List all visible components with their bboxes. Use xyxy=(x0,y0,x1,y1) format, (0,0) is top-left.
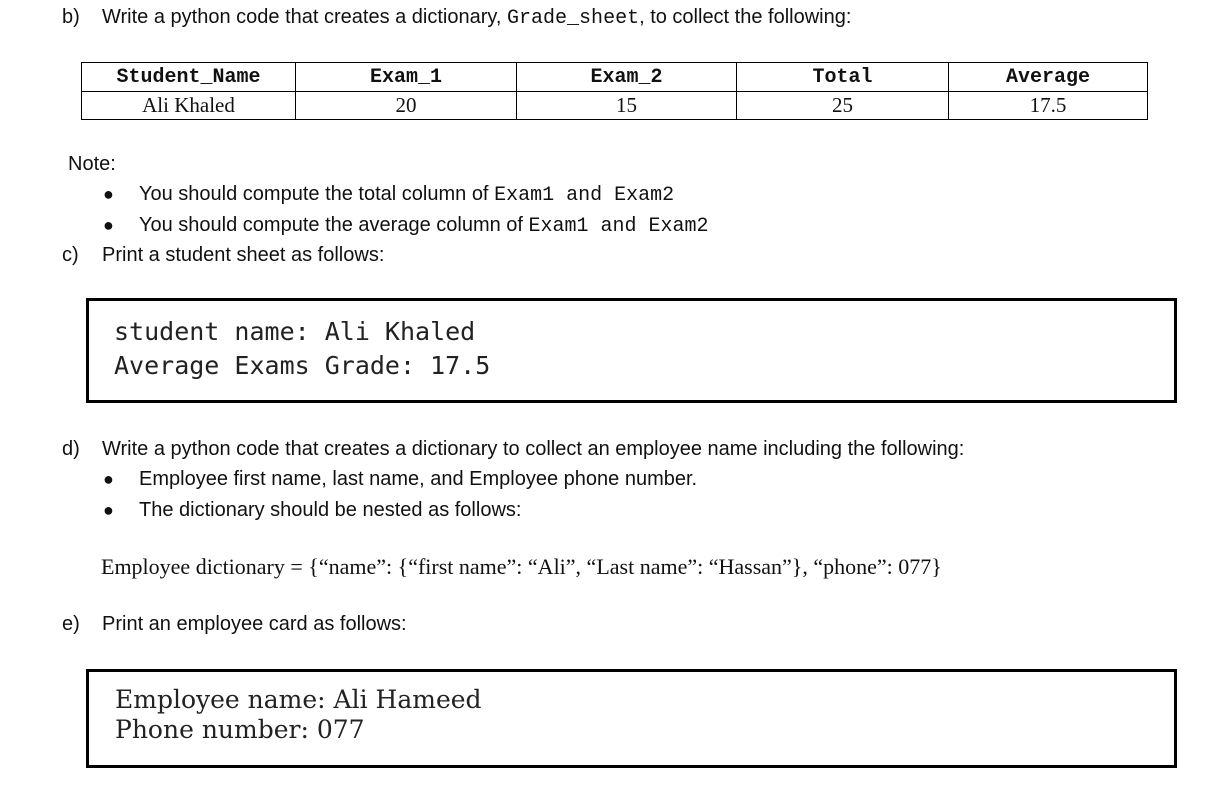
section-b-code-name: Grade_sheet xyxy=(507,7,640,30)
section-d-bullet xyxy=(103,499,521,522)
section-b-text: Write a python code that creates a dictionary, xyxy=(102,6,502,28)
output-line: Average Exams Grade: 17.5 xyxy=(114,351,491,380)
table-header-row xyxy=(82,63,1148,92)
section-d-bullet-text: The dictionary should be nested as follows: xyxy=(139,499,522,521)
note-bullet-code: Exam1 and Exam2 xyxy=(494,184,675,207)
section-c-heading xyxy=(62,244,384,267)
section-b-label: b) xyxy=(62,6,80,28)
table-header-cell: Exam_2 xyxy=(517,63,737,92)
employee-card-output xyxy=(115,685,482,745)
note-bullet xyxy=(103,183,674,207)
bullet-dot-icon: ● xyxy=(103,215,114,235)
section-b-heading xyxy=(62,6,851,30)
student-sheet-output-box xyxy=(86,298,1177,403)
table-cell: 17.5 xyxy=(949,92,1148,120)
employee-card-output-box xyxy=(86,669,1177,768)
section-c-label: c) xyxy=(62,244,79,266)
output-line: Phone number: 077 xyxy=(115,715,365,744)
section-d-bullet xyxy=(103,468,697,491)
section-e-heading xyxy=(62,613,407,636)
grade-sheet-table xyxy=(81,62,1148,120)
bullet-dot-icon: ● xyxy=(103,469,114,489)
output-line: Employee name: Ali Hameed xyxy=(115,685,482,714)
bullet-dot-icon: ● xyxy=(103,184,114,204)
note-bullet-text: You should compute the average column of xyxy=(139,214,523,236)
section-d-label: d) xyxy=(62,438,80,460)
section-d-heading xyxy=(62,438,964,461)
table-cell: 20 xyxy=(296,92,517,120)
table-header-cell: Total xyxy=(737,63,949,92)
bullet-dot-icon: ● xyxy=(103,500,114,520)
section-d-text: Write a python code that creates a dictionary to collect an employee name including the following: xyxy=(102,438,965,460)
output-line: student name: Ali Khaled xyxy=(114,317,476,346)
section-b-text-after: , to collect the following: xyxy=(639,6,852,28)
note-bullet-code: Exam1 and Exam2 xyxy=(528,215,709,238)
section-e-text: Print an employee card as follows: xyxy=(102,613,407,635)
note-title: Note: xyxy=(68,153,116,175)
student-sheet-output xyxy=(114,315,490,383)
section-c-text: Print a student sheet as follows: xyxy=(102,244,385,266)
table-cell: 15 xyxy=(517,92,737,120)
table-row xyxy=(82,92,1148,120)
table-header-cell: Average xyxy=(949,63,1148,92)
table-header-cell: Student_Name xyxy=(82,63,296,92)
note-bullet xyxy=(103,214,709,238)
section-e-label: e) xyxy=(62,613,80,635)
table-header-cell: Exam_1 xyxy=(296,63,517,92)
table-cell: Ali Khaled xyxy=(82,92,296,120)
section-d-bullet-text: Employee first name, last name, and Employee phone number. xyxy=(139,468,698,490)
employee-dictionary-example: Employee dictionary = {“name”: {“first name”: “Ali”, “Last name”: “Hassan”}, “phone”: 077} xyxy=(101,554,942,579)
note-bullet-text: You should compute the total column of xyxy=(139,183,489,205)
table-cell: 25 xyxy=(737,92,949,120)
